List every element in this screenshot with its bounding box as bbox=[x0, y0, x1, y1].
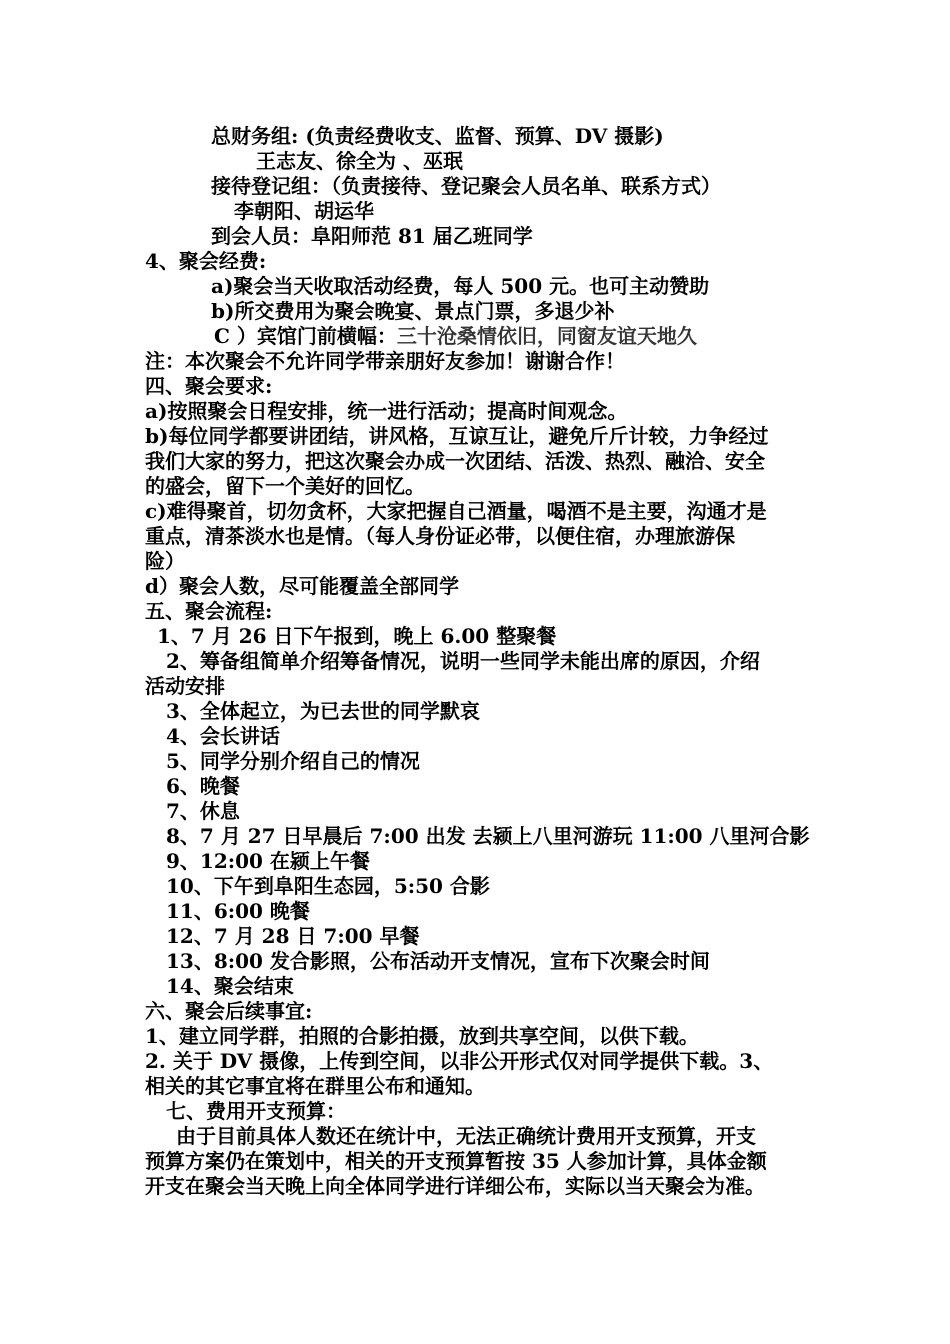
funds-item-a: a)聚会当天收取活动经费，每人 500 元。也可主动赞助 bbox=[211, 274, 710, 298]
reception-group-members: 李朝阳、胡运华 bbox=[234, 199, 374, 223]
reception-group-heading: 接待登记组：（负责接待、登记聚会人员名单、联系方式） bbox=[211, 174, 721, 198]
schedule-item-2-line-1: 2、筹备组简单介绍筹备情况，说明一些同学未能出席的原因，介绍 bbox=[166, 649, 760, 673]
requirement-a: a)按照聚会日程安排，统一进行活动；提高时间观念。 bbox=[145, 399, 628, 423]
schedule-item-6: 6、晚餐 bbox=[166, 774, 240, 798]
budget-paragraph-line-2: 预算方案仍在策划中，相关的开支预算暂按 35 人参加计算，具体金额 bbox=[145, 1149, 767, 1173]
section-heading-requirements: 四、聚会要求: bbox=[145, 374, 273, 398]
requirement-b-line-1: b)每位同学都要讲团结，讲风格，互谅互让，避免斤斤计较，力争经过 bbox=[145, 424, 769, 448]
requirement-b-line-3: 的盛会，留下一个美好的回忆。 bbox=[145, 474, 425, 498]
schedule-item-7: 7、休息 bbox=[166, 799, 240, 823]
followup-item-2: 2. 关于 DV 摄像，上传到空间，以非公开形式仅对同学提供下载。3、 bbox=[145, 1049, 774, 1073]
requirement-c-line-3: 险） bbox=[145, 549, 185, 573]
requirement-c-line-1: c)难得聚首，切勿贪杯，大家把握自己酒量，喝酒不是主要，沟通才是 bbox=[145, 499, 767, 523]
banner-text: 三十沧桑情依旧，同窗友谊天地久 bbox=[396, 324, 697, 348]
budget-paragraph-line-1: 由于目前具体人数还在统计中，无法正确统计费用开支预算，开支 bbox=[176, 1124, 756, 1148]
budget-paragraph-line-3: 开支在聚会当天晚上向全体同学进行详细公布，实际以当天聚会为准。 bbox=[145, 1174, 765, 1198]
schedule-item-10: 10、下午到阜阳生态园，5:50 合影 bbox=[166, 874, 490, 898]
finance-group-heading: 总财务组: (负责经费收支、监督、预算、DV 摄影) bbox=[211, 124, 664, 148]
schedule-item-14: 14、聚会结束 bbox=[166, 974, 294, 998]
schedule-item-9: 9、12:00 在颍上午餐 bbox=[166, 849, 370, 873]
requirement-b-line-2: 我们大家的努力，把这次聚会办成一次团结、活泼、热烈、融洽、安全 bbox=[145, 449, 765, 473]
attendees-line: 到会人员：阜阳师范 81 届乙班同学 bbox=[211, 224, 533, 248]
schedule-item-5: 5、同学分别介绍自己的情况 bbox=[166, 749, 420, 773]
schedule-item-8: 8、7 月 27 日早晨后 7:00 出发 去颍上八里河游玩 11:00 八里河合影 bbox=[166, 824, 810, 848]
schedule-item-4: 4、会长讲话 bbox=[166, 724, 280, 748]
banner-label: C ）宾馆门前横幅： bbox=[214, 324, 397, 348]
section-heading-followup: 六、聚会后续事宜: bbox=[145, 999, 313, 1023]
followup-item-3: 相关的其它事宜将在群里公布和通知。 bbox=[145, 1074, 485, 1098]
note-line: 注：本次聚会不允许同学带亲朋好友参加！谢谢合作！ bbox=[145, 349, 625, 373]
schedule-item-3: 3、全体起立，为已去世的同学默哀 bbox=[166, 699, 480, 723]
schedule-item-13: 13、8:00 发合影照，公布活动开支情况，宣布下次聚会时间 bbox=[166, 949, 710, 973]
funds-item-c bbox=[214, 324, 697, 349]
finance-group-members: 王志友、徐全为 、巫珉 bbox=[256, 149, 463, 173]
schedule-item-1: 1、7 月 26 日下午报到，晚上 6.00 整聚餐 bbox=[157, 624, 557, 648]
section-heading-budget: 七、费用开支预算： bbox=[166, 1099, 346, 1123]
section-heading-schedule: 五、聚会流程: bbox=[145, 599, 273, 623]
followup-item-1: 1、建立同学群，拍照的合影拍摄，放到共享空间，以供下载。 bbox=[145, 1024, 699, 1048]
funds-item-b: b)所交费用为聚会晚宴、景点门票，多退少补 bbox=[211, 299, 615, 323]
section-heading-funds: 4、聚会经费: bbox=[145, 249, 267, 273]
schedule-item-2-line-2: 活动安排 bbox=[145, 674, 225, 698]
requirement-d: d）聚会人数，尽可能覆盖全部同学 bbox=[145, 574, 459, 598]
requirement-c-line-2: 重点，清茶淡水也是情。（每人身份证必带，以便住宿，办理旅游保 bbox=[145, 524, 735, 548]
schedule-item-12: 12、7 月 28 日 7:00 早餐 bbox=[166, 924, 420, 948]
schedule-item-11: 11、6:00 晚餐 bbox=[166, 899, 310, 923]
